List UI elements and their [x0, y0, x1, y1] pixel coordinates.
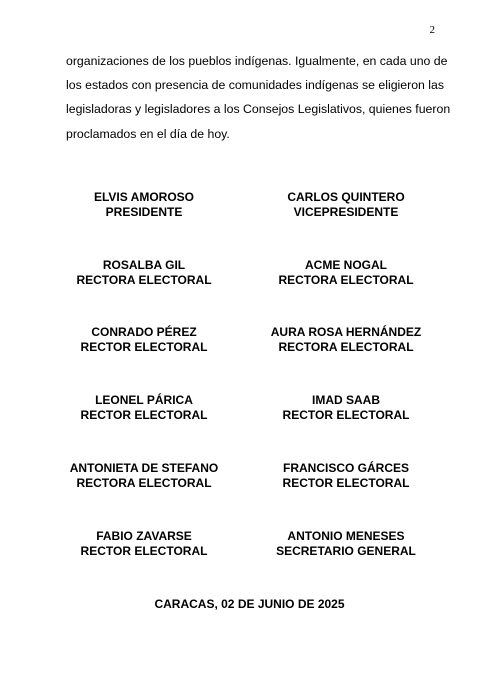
signatory-name: ACME NOGAL	[305, 258, 387, 272]
signature-block	[246, 190, 446, 219]
signatory-name: ANTONIETA DE STEFANO	[69, 461, 219, 475]
signatory-name: FRANCISCO GÁRCES	[282, 461, 409, 475]
signature-block	[246, 258, 446, 287]
page-number: 2	[429, 24, 435, 36]
signature-block	[246, 325, 446, 354]
signatory-name: ELVIS AMOROSO	[93, 190, 194, 204]
paragraph-line: los estados con presencia de comunidades indígenas se eligieron las	[66, 78, 445, 93]
signatory-title: RECTOR ELECTORAL	[80, 339, 208, 354]
signature-block	[44, 461, 244, 490]
signatory-name: AURA ROSA HERNÁNDEZ	[270, 325, 422, 339]
signature-block	[246, 529, 446, 558]
signatory-name: ROSALBA GIL	[102, 258, 186, 272]
signatory-name: FABIO ZAVARSE	[96, 529, 192, 543]
signatory-title: RECTORA ELECTORAL	[278, 272, 414, 287]
signature-block	[246, 393, 446, 422]
signature-block	[44, 529, 244, 558]
paragraph-line: legisladoras y legisladores a los Consejos Legislativos, quienes fueron	[66, 102, 451, 117]
signatory-title: RECTOR ELECTORAL	[80, 543, 208, 558]
signatory-title: RECTOR ELECTORAL	[282, 475, 410, 490]
signatory-title: PRESIDENTE	[105, 204, 183, 219]
signature-block	[44, 190, 244, 219]
signatory-title: VICEPRESIDENTE	[293, 204, 399, 219]
signatory-name: IMAD SAAB	[312, 393, 380, 407]
signatory-title: RECTORA ELECTORAL	[76, 272, 212, 287]
signatory-title: RECTORA ELECTORAL	[278, 339, 414, 354]
signatory-name: CARLOS QUINTERO	[287, 190, 405, 204]
signature-block	[44, 325, 244, 354]
signatory-title: SECRETARIO GENERAL	[276, 543, 416, 558]
signature-block	[44, 393, 244, 422]
signatory-title: RECTORA ELECTORAL	[76, 475, 212, 490]
signatory-title: RECTOR ELECTORAL	[80, 407, 208, 422]
paragraph-line: proclamados en el día de hoy.	[66, 126, 230, 141]
signature-block	[44, 258, 244, 287]
place-date: CARACAS, 02 DE JUNIO DE 2025	[154, 597, 345, 611]
signatory-name: ANTONIO MENESES	[287, 529, 405, 543]
signature-block	[246, 461, 446, 490]
signatory-name: LEONEL PÁRICA	[95, 393, 193, 407]
body-paragraph	[66, 49, 451, 146]
paragraph-line: organizaciones de los pueblos indígenas. Igualmente, en cada uno de	[66, 54, 448, 68]
signatory-title: RECTOR ELECTORAL	[282, 407, 410, 422]
signatory-name: CONRADO PÉREZ	[91, 325, 197, 339]
